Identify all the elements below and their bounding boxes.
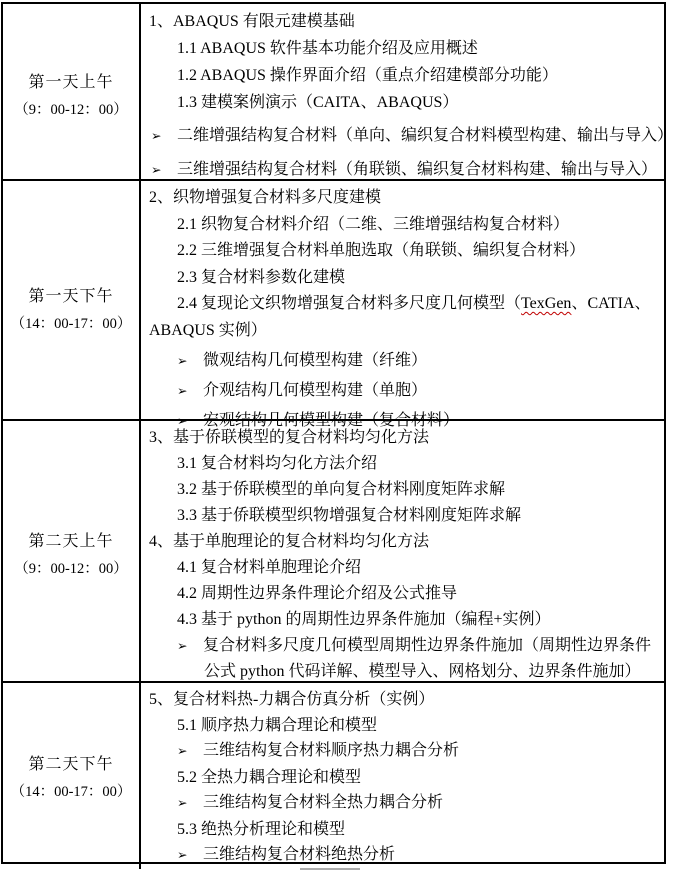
content-cell <box>141 4 675 184</box>
content-cell <box>141 421 664 685</box>
agenda-subitem: 5.1 顺序热力耦合理论和模型 <box>177 716 378 734</box>
agenda-text: 宏观结构几何模型构建（复合材料） <box>203 411 460 429</box>
session-cell <box>3 421 141 685</box>
content-cell <box>141 683 664 869</box>
agenda-subitem: 4.1 复合材料单胞理论介绍 <box>177 559 362 576</box>
table-row <box>3 179 664 429</box>
agenda-subitem: 4.3 基于 python 的周期性边界条件施加（编程+实例） <box>177 611 551 628</box>
agenda-bullet-item <box>149 790 662 817</box>
session-time: （14：00-17：00） <box>10 315 132 332</box>
agenda-text: 2.4 复现论文织物增强复合材料多尺度几何模型（ <box>177 295 522 312</box>
arrow-bullet-icon: ➢ <box>177 744 188 758</box>
agenda-text: 三维增强结构复合材料（角联锁、编织复合材料构建、输出与导入） <box>177 161 658 178</box>
session-cell <box>3 181 141 434</box>
schedule-table <box>1 2 674 864</box>
agenda-heading: 2、织物增强复合材料多尺度建模 <box>149 189 382 206</box>
agenda-text: 三维结构复合材料绝热分析 <box>203 846 396 863</box>
table-row <box>3 4 674 179</box>
agenda-subitem <box>149 291 662 318</box>
table-resize-handle <box>300 868 360 870</box>
session-name: 第二天上午 <box>28 533 114 550</box>
agenda-subitem: 3.1 复合材料均匀化方法介绍 <box>177 455 378 472</box>
agenda-bullet-item <box>149 842 662 869</box>
content-cell <box>141 181 664 434</box>
agenda-heading: 1、ABAQUS 有限元建模基础 <box>149 13 355 30</box>
agenda-heading: 4、基于单胞理论的复合材料均匀化方法 <box>149 533 430 550</box>
session-cell <box>3 683 141 869</box>
agenda-subitem: 2.3 复合材料参数化建模 <box>177 268 346 286</box>
agenda-bullet-item <box>149 122 673 150</box>
agenda-bullet-item <box>149 378 662 405</box>
agenda-subitem: 2.2 三维增强复合材料单胞选取（角联锁、编织复合材料） <box>177 242 586 259</box>
session-name: 第一天上午 <box>28 74 114 91</box>
agenda-subitem: 1.3 建模案例演示（CAITA、ABAQUS） <box>177 94 459 111</box>
session-time: （9：00-12：00） <box>14 561 128 577</box>
agenda-subitem: 1.1 ABAQUS 软件基本功能介绍及应用概述 <box>177 40 478 57</box>
session-time: （9：00-12：00） <box>14 102 128 118</box>
arrow-bullet-icon: ➢ <box>177 796 188 810</box>
agenda-text: 复合材料多尺度几何模型周期性边界条件施加（周期性边界条件 <box>203 637 652 654</box>
arrow-bullet-icon: ➢ <box>177 639 188 653</box>
agenda-text: 介观结构几何模型构建（单胞） <box>203 381 428 399</box>
arrow-bullet-icon: ➢ <box>177 353 188 368</box>
agenda-text: 二维增强结构复合材料（单向、编织复合材料模型构建、输出与导入） <box>177 127 674 144</box>
agenda-bullet-item <box>149 633 662 659</box>
agenda-subitem: 2.1 织物复合材料介绍（二维、三维增强结构复合材料） <box>177 215 570 233</box>
table-row <box>3 419 664 681</box>
agenda-subitem: 3.2 基于侨联模型的单向复合材料刚度矩阵求解 <box>177 481 506 498</box>
table-row <box>3 681 664 862</box>
agenda-bullet-item <box>149 156 673 184</box>
session-name: 第二天下午 <box>28 755 114 773</box>
session-name: 第一天下午 <box>28 287 114 305</box>
agenda-bullet-item <box>149 348 662 375</box>
agenda-subitem: 3.3 基于侨联模型织物增强复合材料刚度矩阵求解 <box>177 507 522 524</box>
arrow-bullet-icon: ➢ <box>177 413 188 428</box>
arrow-bullet-icon: ➢ <box>177 383 188 398</box>
agenda-subitem: 1.2 ABAQUS 操作界面介绍（重点介绍建模部分功能） <box>177 67 558 84</box>
agenda-text: 、CATIA、 <box>571 295 651 312</box>
arrow-bullet-icon: ➢ <box>177 848 188 862</box>
agenda-text: 三维结构复合材料全热力耦合分析 <box>203 794 444 811</box>
session-time: （14：00-17：00） <box>10 783 132 800</box>
agenda-continuation: 公式 python 代码详解、模型导入、网格划分、边界条件施加） <box>204 663 641 680</box>
agenda-continuation: ABAQUS 实例） <box>149 321 267 339</box>
spellcheck-flagged-word: TexGen <box>521 295 572 312</box>
arrow-bullet-icon: ➢ <box>151 129 162 143</box>
agenda-subitem: 5.3 绝热分析理论和模型 <box>177 820 346 838</box>
agenda-subitem: 4.2 周期性边界条件理论介绍及公式推导 <box>177 585 458 602</box>
agenda-subitem: 5.2 全热力耦合理论和模型 <box>177 768 362 786</box>
session-cell <box>3 4 141 184</box>
arrow-bullet-icon: ➢ <box>151 163 162 177</box>
agenda-text: 微观结构几何模型构建（纤维） <box>203 351 428 369</box>
agenda-heading: 5、复合材料热-力耦合仿真分析（实例） <box>149 691 435 708</box>
agenda-heading: 3、基于侨联模型的复合材料均匀化方法 <box>149 429 430 446</box>
agenda-text: 三维结构复合材料顺序热力耦合分析 <box>203 742 460 759</box>
agenda-bullet-item <box>149 738 662 765</box>
